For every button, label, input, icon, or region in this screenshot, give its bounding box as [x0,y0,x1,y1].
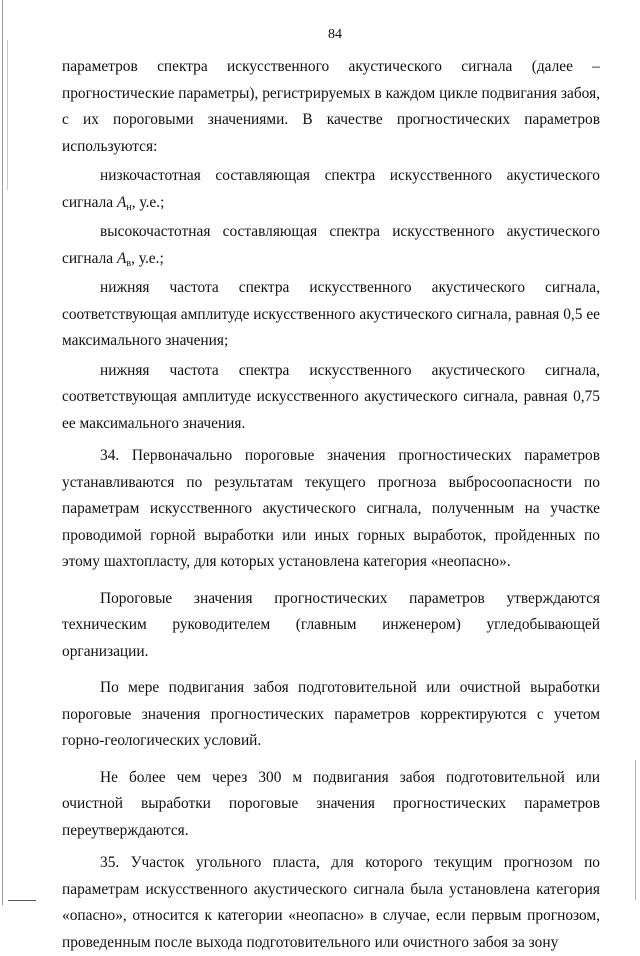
list-item-unit: , у.е.; [131,249,164,267]
list-item-text: высокочастотная составляющая спектра искусственного акустического сигнала [62,223,600,267]
document-body [62,54,600,956]
scan-edge-bottom [8,900,36,901]
paragraph-threshold-reapproval: Не более чем через 300 м подвигания забоя подготовительной или очистной выработки пороговые значения прогностических параметров переутверждаются. [62,768,600,839]
paragraph-item-35: 35. Участок угольного пласта, для которого текущим прогнозом по параметрам искусственного акустического сигнала была установлена категория «опасно», относится к категории «неопасно» в случае, если первым прогнозом, проведенным после выхода подготовительного или очистного забоя за зону [62,854,600,951]
variable-subscript: н [126,201,132,213]
list-item-lower-frequency-0-75: нижняя частота спектра искусственного акустического сигнала, соответствующая амплитуде искусственного акустического сигнала, равная 0,75 ее максимального значения. [62,361,600,432]
scan-edge-right [635,760,636,900]
paragraph-item-34: 34. Первоначально пороговые значения прогностических параметров устанавливаются по результатам текущего прогноза выбросоопасности по параметрам искусственного акустического сигнала, полученным на участке проводимой горной выработки или иных горных выработок, пройденных по этому шахтопласту, для которых установлена категория «неопасно». [62,447,600,570]
paragraph-threshold-correction: По мере подвигания забоя подготовительной или очистной выработки пороговые значения прогностических параметров корректируются с учетом горно-геологических условий. [62,679,600,749]
paragraph-continued-intro: параметров спектра искусственного акустического сигнала (далее – прогностические параметры), регистрируемых в каждом цикле подвигания забоя, с их пороговыми значениями. В качестве прогностических параметров используются: [62,58,600,155]
list-item-unit: , у.е.; [131,193,165,211]
list-item-low-frequency-component [62,163,600,216]
list-item-text: низкочастотная составляющая спектра искусственного акустического сигнала [62,167,600,211]
list-item-lower-frequency-0-5: нижняя частота спектра искусственного акустического сигнала, соответствующая амплитуде искусственного акустического сигнала, равная 0,5 ее максимального значения; [62,279,600,349]
scan-edge-left-inner [7,40,8,190]
page-number: 84 [328,27,342,42]
variable-subscript: в [126,257,132,269]
paragraph-threshold-approval: Пороговые значения прогностических параметров утверждаются техническим руководителем (главным инженером) угледобывающей организации. [62,589,600,660]
variable-symbol: A [116,249,127,267]
variable-symbol: A [116,193,127,211]
scan-edge-left [2,0,3,905]
list-item-high-frequency-component [62,219,600,272]
